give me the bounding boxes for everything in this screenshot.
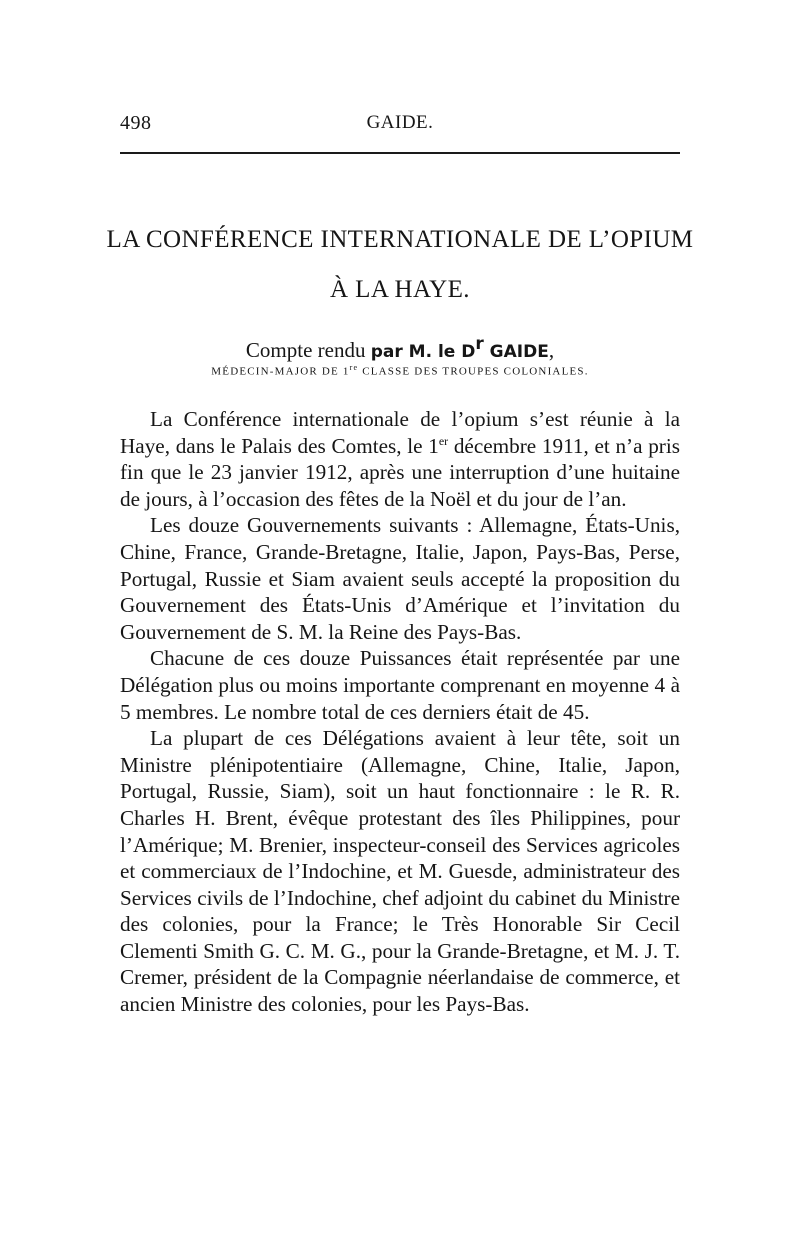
paragraph-2: Les douze Gouvernements suivants : Allemagne, États-Unis, Chine, France, Grande-Bretagne, Italie, Japon, Pays-Bas, Perse, Portugal, Russie et Siam avaient seuls accepté la proposition du Gouvernement des États-Unis d’Amérique et l’invitation du Gouvernement de S. M. la Reine des Pays-Bas.	[120, 513, 680, 644]
article-body	[120, 406, 680, 1018]
paragraph-1-part-b: décembre 1911, et n’a pris fin que le 23 janvier 1912, après une interruption d’une huitaine de jours, à l’occasion des fêtes de la Noël et du jour de l’an.	[120, 433, 680, 511]
author-credentials	[90, 363, 710, 378]
credentials-part-1: MÉDECIN-MAJOR DE 1	[211, 365, 350, 378]
credentials-superscript: re	[349, 363, 359, 372]
credentials-part-2: CLASSE DES TROUPES COLONIALES.	[358, 365, 589, 378]
byline-prefix: Compte rendu	[245, 338, 366, 362]
header-rule	[120, 152, 680, 154]
paragraph-1	[120, 406, 680, 512]
byline-author-superscript: r	[475, 334, 484, 354]
article-title-line-1: LA CONFÉRENCE INTERNATIONALE DE L’OPIUM	[106, 226, 694, 253]
running-title: GAIDE.	[366, 112, 434, 133]
byline-author-part-2: GAIDE	[483, 342, 549, 362]
running-head	[120, 112, 680, 142]
article-title-line-2: À LA HAYE.	[330, 276, 470, 303]
paragraph-1-superscript: er	[438, 433, 449, 448]
paragraph-3: Chacune de ces douze Puissances était représentée par une Délégation plus ou moins importante comprenant en moyenne 4 à 5 membres. Le nombre total de ces derniers était de 45.	[120, 646, 680, 724]
paragraph-4: La plupart de ces Délégations avaient à leur tête, soit un Ministre plénipotentiaire (Allemagne, Chine, Italie, Japon, Portugal, Russie, Siam), soit un haut fonctionnaire : le R. R. Charles H. Brent, évêque protestant des îles Philippines, pour l’Amérique; M. Brenier, inspecteur-conseil des Services agricoles et commerciaux de l’Indochine, et M. Guesde, administrateur des Services civils de l’Indochine, chef adjoint du cabinet du Ministre des colonies, pour la France; le Très Honorable Sir Cecil Clementi Smith G. C. M. G., pour la Grande-Bretagne, et M. J. T. Cremer, président de la Compagnie néerlandaise de commerce, et ancien Ministre des colonies, pour les Pays-Bas.	[120, 726, 680, 1017]
paragraph-1-part-a: La Conférence internationale de l’opium s’est réunie à la Haye, dans le Palais des Comtes, le 1	[120, 407, 680, 458]
byline-author-part-1: par M. le D	[370, 342, 476, 362]
byline	[90, 334, 710, 363]
page-number: 498	[120, 112, 152, 134]
byline-suffix: ,	[548, 338, 555, 362]
